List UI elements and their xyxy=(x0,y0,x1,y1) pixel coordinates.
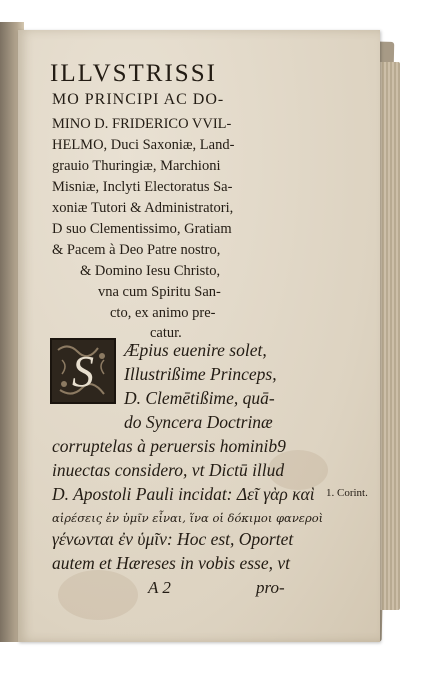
title-line: HELMO, Duci Saxoniæ, Land- xyxy=(52,137,235,153)
title-line: cto, ex animo pre- xyxy=(110,305,216,321)
body-line: αἱρέσεις ἐν ὑμῖν εἶναι, ἵνα οἱ δόκιμοι φανεροὶ xyxy=(52,511,324,525)
body-line: D. Clemētißime, quā- xyxy=(124,388,275,408)
ornament-icon xyxy=(52,340,114,402)
title-line: Misniæ, Inclyti Electoratus Sa- xyxy=(52,179,233,195)
title-line: & Domino Iesu Christo, xyxy=(80,263,221,279)
body-line: corruptelas à peruersis hominib9 xyxy=(52,436,286,456)
initial-letter: S xyxy=(72,347,94,396)
title-line: & Pacem à Deo Patre nostro, xyxy=(52,242,221,258)
body-line: autem et Hæreses in vobis esse, vt xyxy=(52,553,290,573)
margin-note: 1. Corint. xyxy=(326,487,368,499)
title-line: D suo Clementissimo, Gratiam xyxy=(52,221,232,237)
body-line: do Syncera Doctrinæ xyxy=(124,412,273,432)
body-line: Illustrißime Princeps, xyxy=(124,364,277,384)
body-line: inuectas considero, vt Dictū illud xyxy=(52,460,285,480)
title-line: xoniæ Tutori & Administratori, xyxy=(52,200,234,216)
body-line: γένωνται ἐν ὑμῖν: Hoc est, Oportet xyxy=(52,529,294,549)
title-line: MINO D. FRIDERICO VVIL- xyxy=(52,116,232,132)
decorated-initial xyxy=(50,338,116,404)
body-line: Æpius euenire solet, xyxy=(124,340,267,360)
title-line: grauio Thuringiæ, Marchioni xyxy=(52,158,221,174)
title-line: MO PRINCIPI AC DO- xyxy=(52,91,225,108)
title-line: ILLVSTRISSI xyxy=(50,60,217,87)
body-line: D. Apostoli Pauli incidat: Δεῖ γὰρ καὶ xyxy=(52,484,315,504)
title-line: vna cum Spiritu San- xyxy=(98,284,221,300)
title-line: catur. xyxy=(150,325,182,341)
catchword: pro- xyxy=(256,578,285,597)
signature-mark: A 2 xyxy=(148,578,171,597)
